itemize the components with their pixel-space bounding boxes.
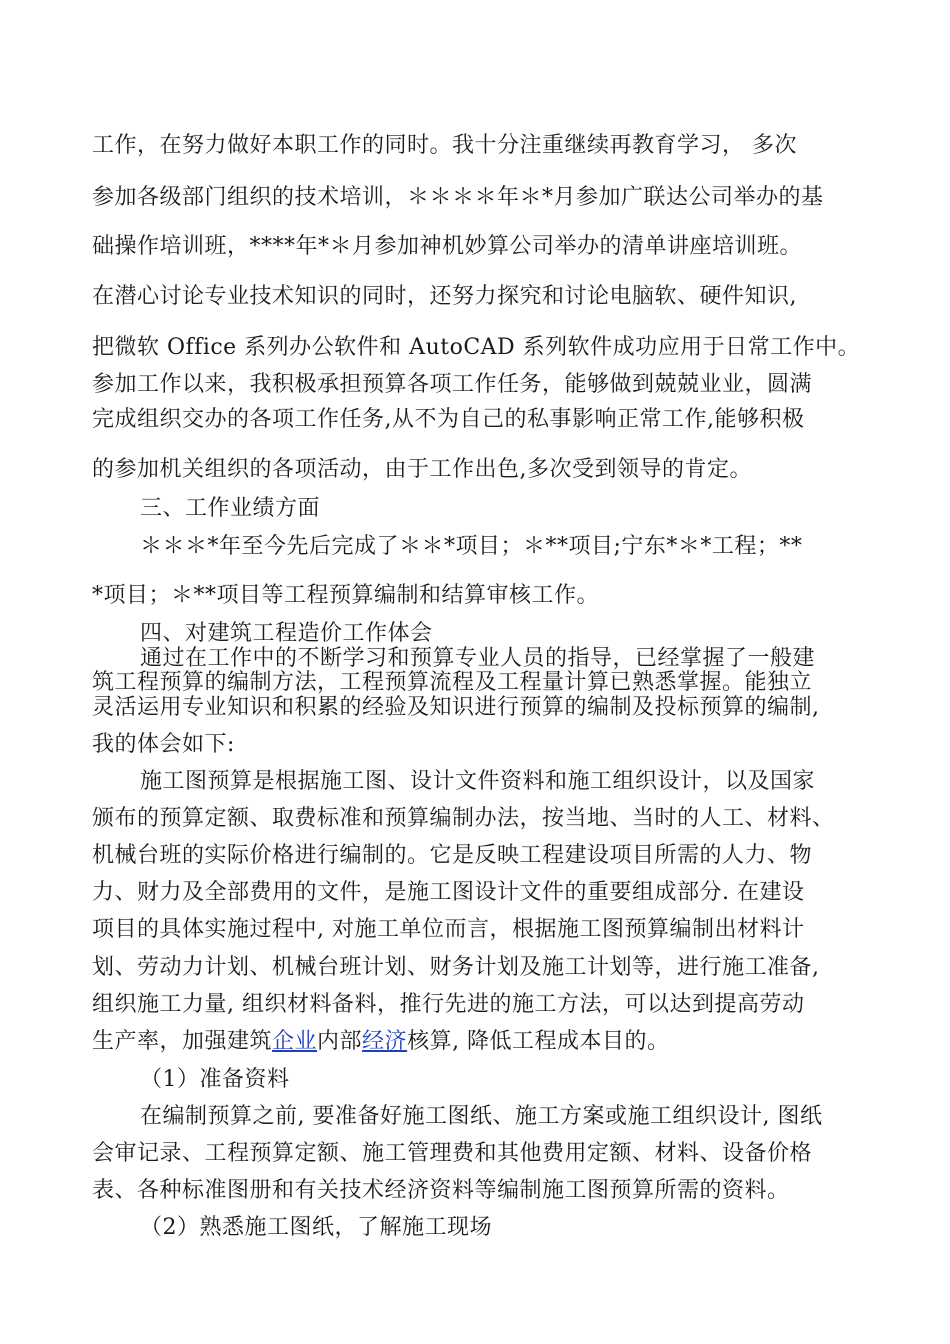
paragraph-line: 项目的具体实施过程中, 对施工单位而言，根据施工图预算编制出材料计 <box>92 917 805 942</box>
paragraph-line: 参加各级部门组织的技术培训，＊＊＊＊年＊*月参加广联达公司举办的基 <box>92 185 824 210</box>
paragraph-line: 筑工程预算的编制方法，工程预算流程及工程量计算已熟悉掌握。能独立 <box>92 670 813 695</box>
paragraph-line: *项目；＊**项目等工程预算编制和结算审核工作。 <box>92 583 600 608</box>
paragraph-line: ＊＊＊*年至今先后完成了＊＊*项目；＊**项目;宁东*＊*工程；** <box>140 534 803 559</box>
subsection-heading-2: （2）熟悉施工图纸，了解施工现场 <box>140 1215 492 1240</box>
subsection-heading-1: （1）准备资料 <box>140 1067 290 1092</box>
paragraph-line: 会审记录、工程预算定额、施工管理费和其他费用定额、材料、设备价格 <box>92 1141 813 1166</box>
section-heading-4: 四、对建筑工程造价工作体会 <box>140 621 433 646</box>
link-economy[interactable]: 经济 <box>362 1029 408 1054</box>
paragraph-line: 施工图预算是根据施工图、设计文件资料和施工组织设计，以及国家 <box>140 769 816 794</box>
paragraph-line-with-links <box>92 1027 882 1057</box>
paragraph-line: 颁布的预算定额、取费标准和预算编制办法，按当地、当时的人工、材料、 <box>92 806 835 831</box>
paragraph-line: 础操作培训班，****年*＊月参加神机妙算公司举办的清单讲座培训班。 <box>92 234 803 259</box>
paragraph-line: 在编制预算之前, 要准备好施工图纸、施工方案或施工组织设计, 图纸 <box>140 1104 823 1129</box>
paragraph-line: 的参加机关组织的各项活动，由于工作出色,多次受到领导的肯定。 <box>92 457 752 482</box>
paragraph-line: 完成组织交办的各项工作任务,从不为自己的私事影响正常工作,能够积极 <box>92 407 805 432</box>
paragraph-line: 灵活运用专业知识和积累的经验及知识进行预算的编制及投标预算的编制, <box>92 695 820 720</box>
paragraph-line: 在潜心讨论专业技术知识的同时，还努力探究和讨论电脑软、硬件知识, <box>92 284 797 309</box>
paragraph-line: 力、财力及全部费用的文件，是施工图设计文件的重要组成部分. 在建设 <box>92 880 805 905</box>
paragraph-line: 工作，在努力做好本职工作的同时。我十分注重继续再教育学习， 多次 <box>92 133 797 158</box>
paragraph-line: 我的体会如下: <box>92 732 235 757</box>
paragraph-line: 把微软 Office 系列办公软件和 AutoCAD 系列软件成功应用于日常工作中。 <box>92 335 861 360</box>
paragraph-line: 划、劳动力计划、机械台班计划、财务计划及施工计划等，进行施工准备, <box>92 955 820 980</box>
paragraph-line: 组织施工力量, 组织材料备料，推行先进的施工方法，可以达到提高劳动 <box>92 992 805 1017</box>
text-segment: 核算, 降低工程成本目的。 <box>407 1029 670 1054</box>
section-heading-3: 三、工作业绩方面 <box>140 496 321 521</box>
paragraph-line: 参加工作以来，我积极承担预算各项工作任务，能够做到兢兢业业，圆满 <box>92 372 813 397</box>
text-segment: 内部 <box>317 1029 363 1054</box>
paragraph-line: 机械台班的实际价格进行编制的。它是反映工程建设项目所需的人力、物 <box>92 843 813 868</box>
text-segment: 生产率，加强建筑 <box>92 1029 273 1054</box>
paragraph-line: 通过在工作中的不断学习和预算专业人员的指导，已经掌握了一般建 <box>140 646 816 671</box>
paragraph-line: 表、各种标准图册和有关技术经济资料等编制施工图预算所需的资料。 <box>92 1178 790 1203</box>
link-enterprise[interactable]: 企业 <box>272 1029 318 1054</box>
